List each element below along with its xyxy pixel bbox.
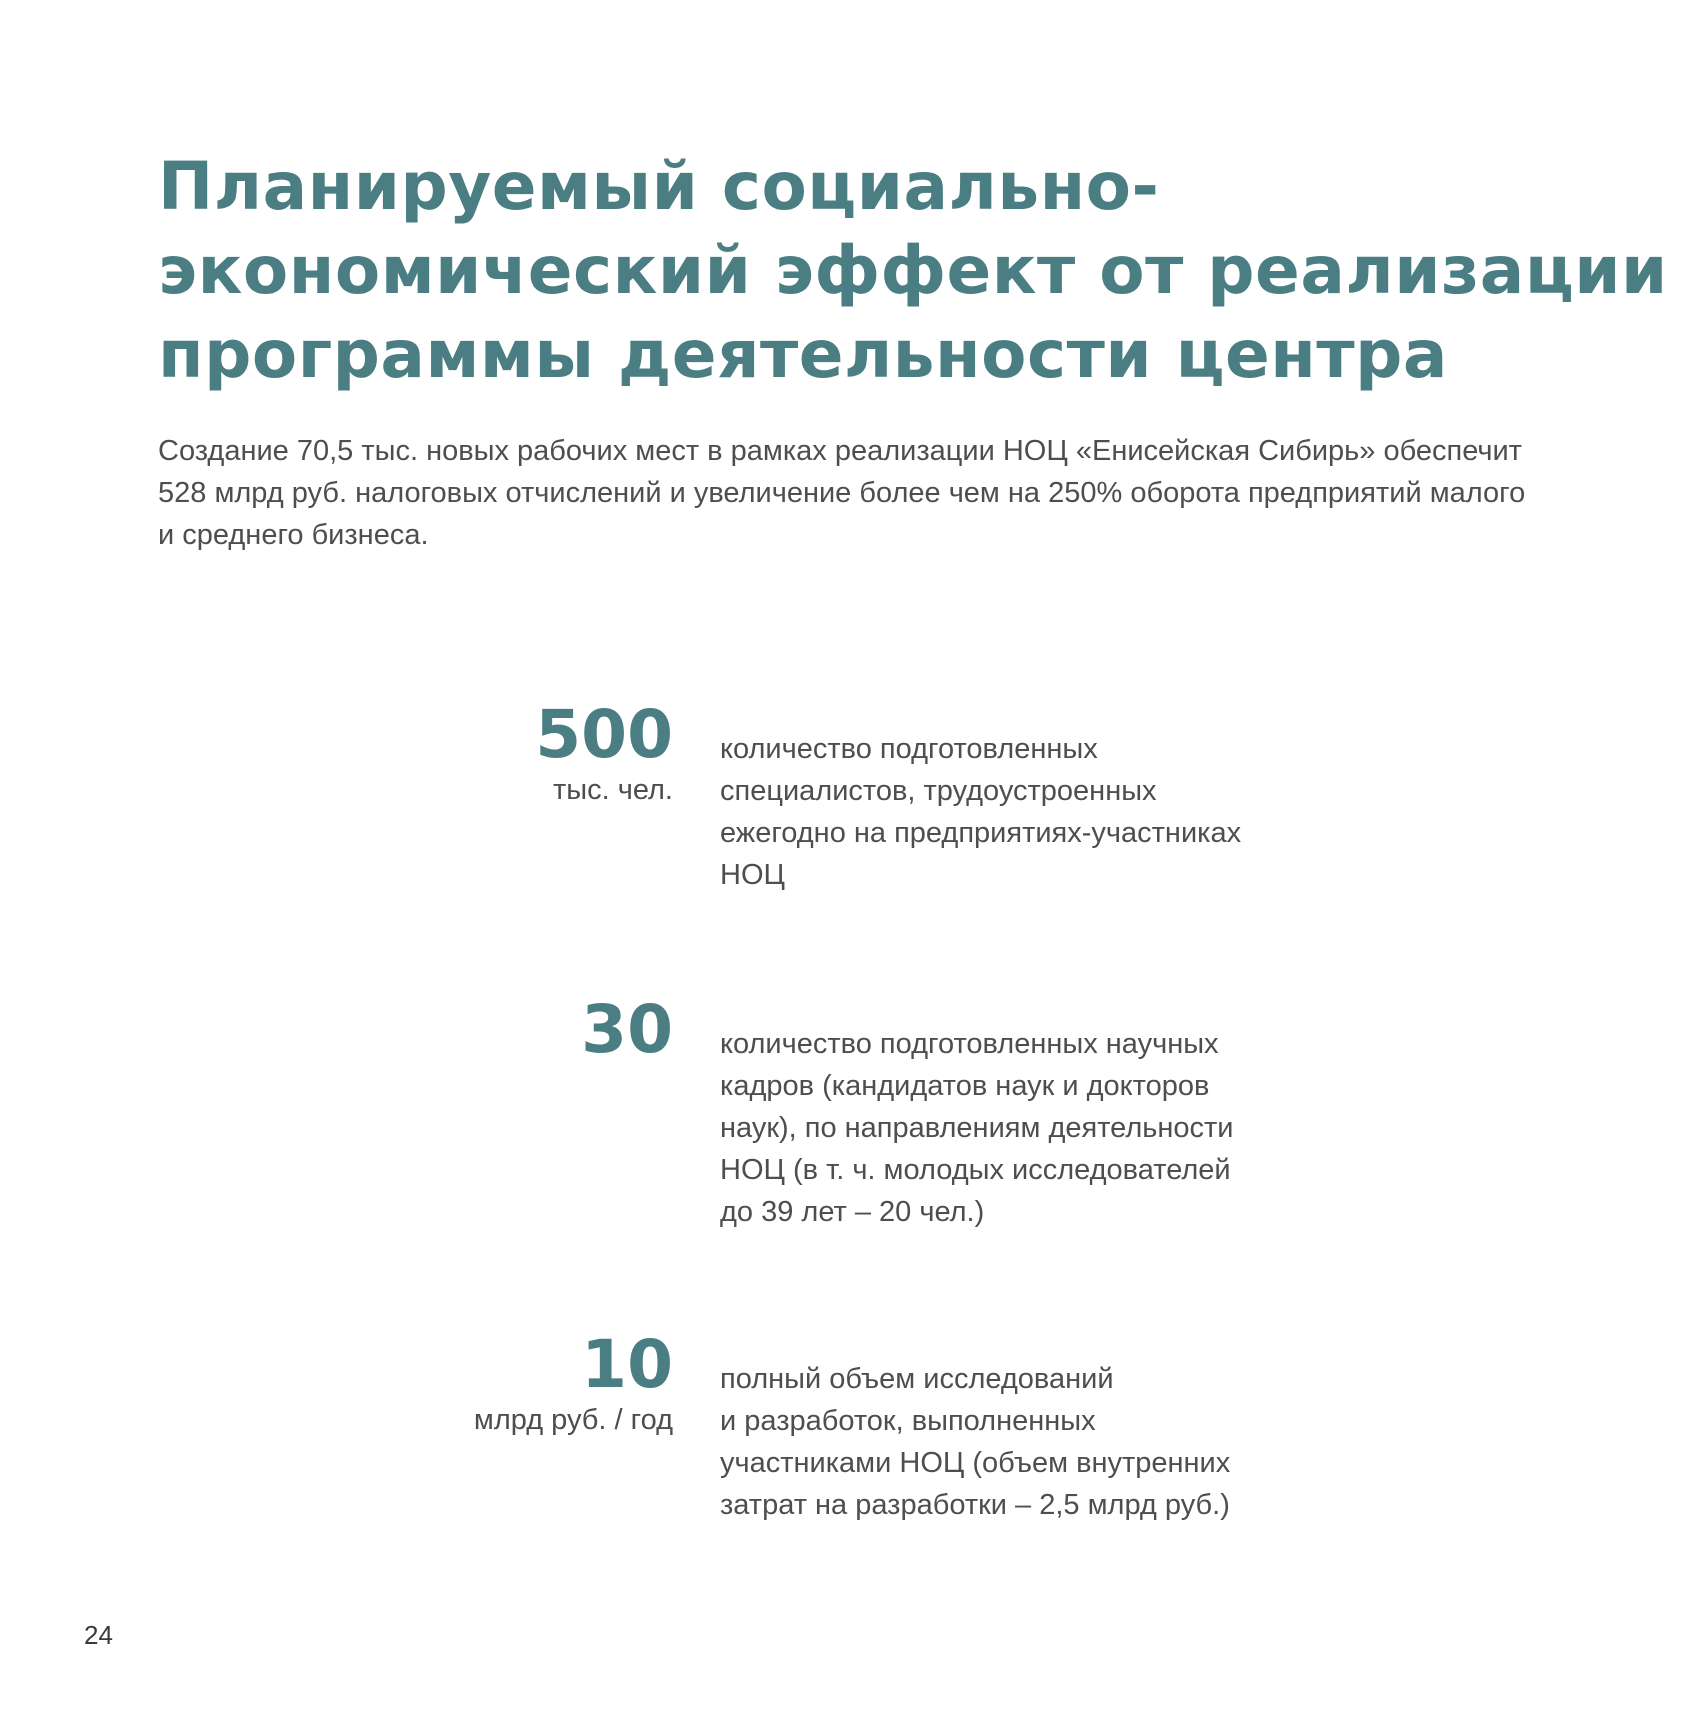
title-line: экономический эффект от реализации bbox=[158, 232, 1668, 309]
stat-figure bbox=[473, 1326, 673, 1440]
stat-figure bbox=[535, 696, 673, 810]
stat-value: 500 bbox=[535, 696, 673, 773]
title-line: программы деятельности центра bbox=[158, 316, 1448, 393]
page-number: 24 bbox=[84, 1620, 113, 1650]
stat-description-line: наук), по направлениям деятельности bbox=[720, 1112, 1234, 1144]
stat-description bbox=[720, 728, 1320, 896]
intro-line: Создание 70,5 тыс. новых рабочих мест в рамках реализации НОЦ «Енисейская Сибирь» обеспечит bbox=[158, 435, 1522, 467]
stat-description-line: количество подготовленных bbox=[720, 733, 1098, 765]
stat-description bbox=[720, 1023, 1320, 1233]
stat-description-line: затрат на разработки – 2,5 млрд руб.) bbox=[720, 1489, 1230, 1521]
stat-description-line: до 39 лет – 20 чел.) bbox=[720, 1196, 985, 1228]
stat-figure bbox=[581, 991, 673, 1068]
stat-description-line: и разработок, выполненных bbox=[720, 1405, 1096, 1437]
stat-value: 30 bbox=[581, 991, 673, 1068]
stat-description-line: НОЦ bbox=[720, 859, 785, 891]
intro-line: 528 млрд руб. налоговых отчислений и увеличение более чем на 250% оборота предприятий малого bbox=[158, 477, 1526, 509]
stat-unit: тыс. чел. bbox=[553, 774, 673, 806]
stat-description-line: количество подготовленных научных bbox=[720, 1028, 1219, 1060]
stat-description-line: участниками НОЦ (объем внутренних bbox=[720, 1447, 1231, 1479]
stat-description-line: НОЦ (в т. ч. молодых исследователей bbox=[720, 1154, 1231, 1186]
stat-description-line: ежегодно на предприятиях-участниках bbox=[720, 817, 1242, 849]
stat-description bbox=[720, 1358, 1320, 1526]
stat-value: 10 bbox=[581, 1326, 673, 1403]
intro-line: и среднего бизнеса. bbox=[158, 519, 429, 551]
stat-description-line: полный объем исследований bbox=[720, 1363, 1114, 1395]
title-line: Планируемый социально- bbox=[158, 148, 1160, 225]
intro-paragraph bbox=[158, 430, 1578, 556]
stat-unit: млрд руб. / год bbox=[473, 1404, 673, 1436]
page-title bbox=[158, 145, 1668, 397]
stat-description-line: кадров (кандидатов наук и докторов bbox=[720, 1070, 1210, 1102]
stat-description-line: специалистов, трудоустроенных bbox=[720, 775, 1157, 807]
